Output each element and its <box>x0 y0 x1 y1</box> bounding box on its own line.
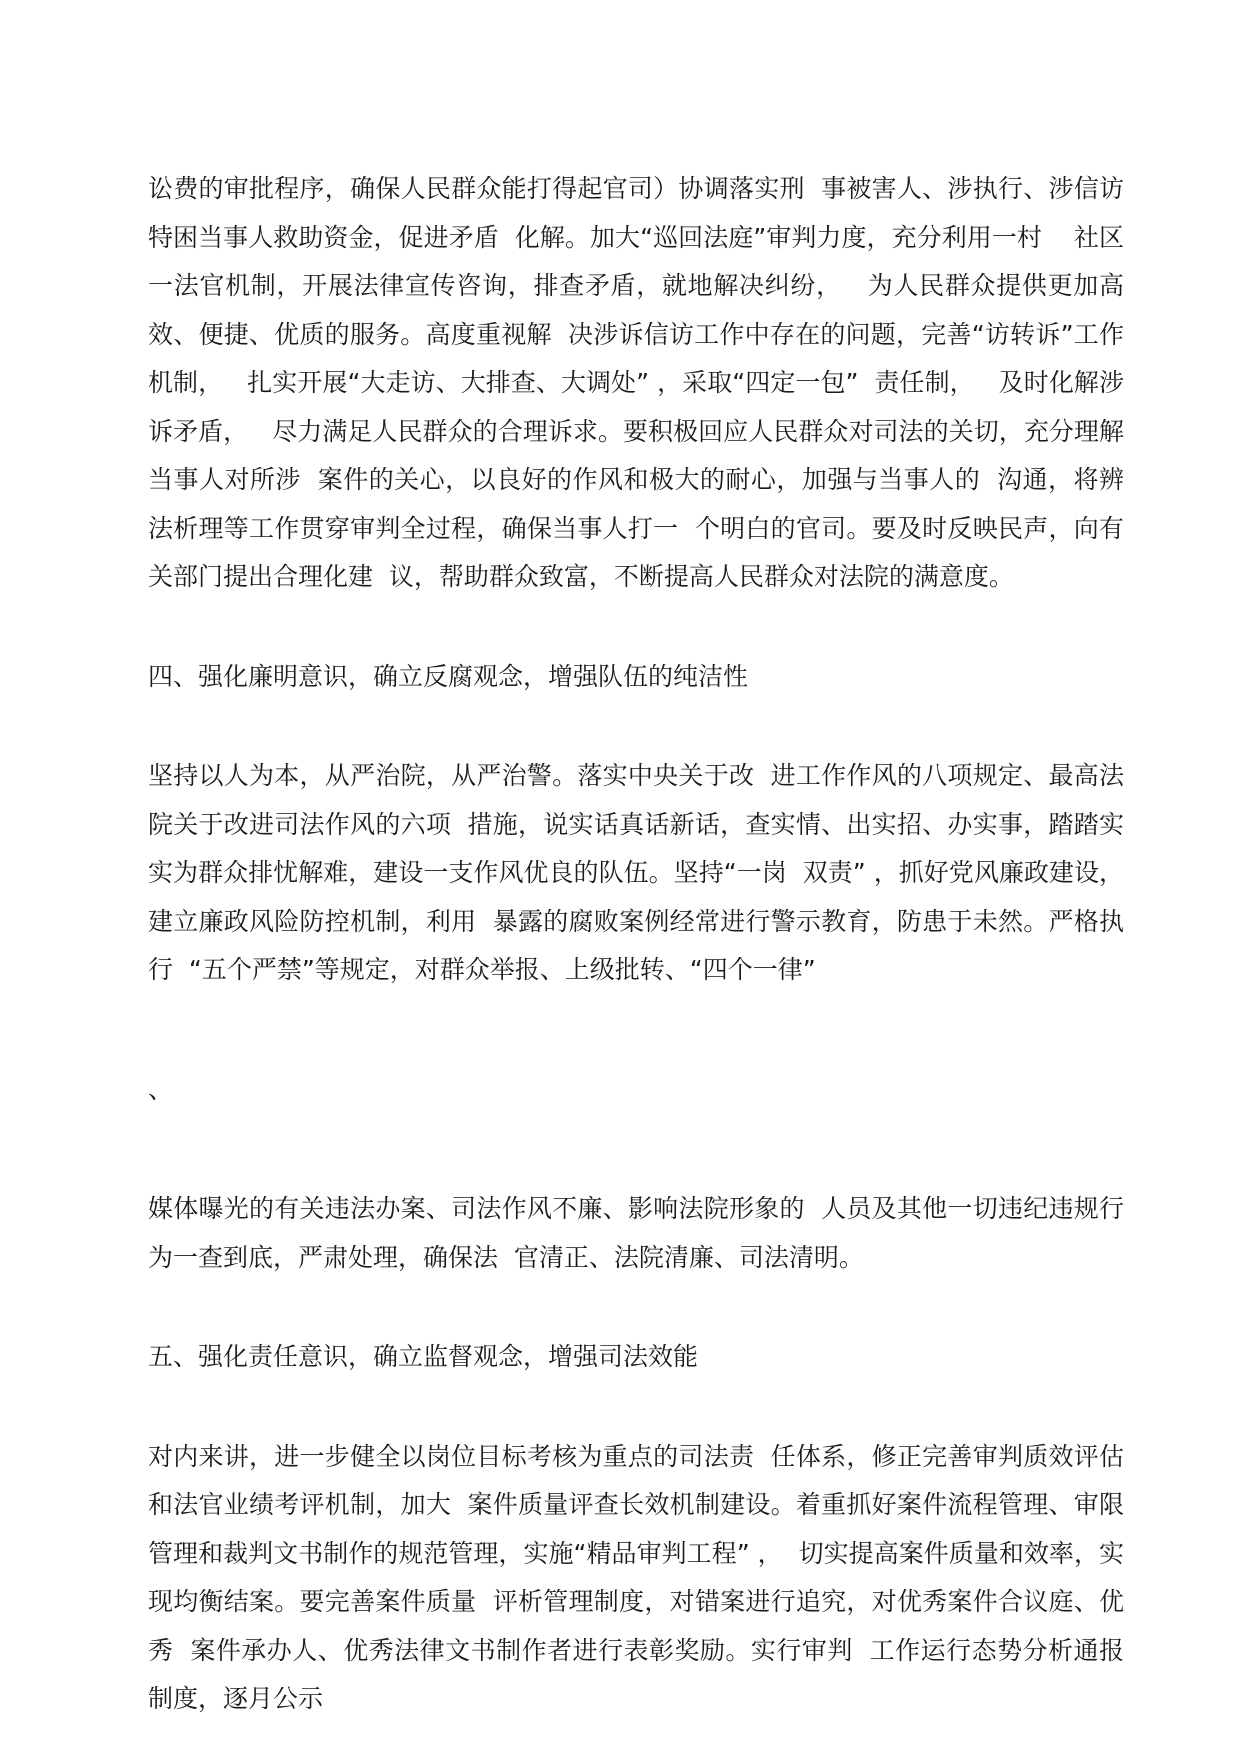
body-paragraph: 讼费的审批程序，确保人民群众能打得起官司）协调落实刑 事被害人、涉执行、涉信访特困当事人救助资金，促进矛盾 化解。加大“巡回法庭”审判力度，充分利用一村 社区 一法官机制，开展法律宣传咨询，排查矛盾，就地解决纠纷， 为人民群众提供更加高效、便捷、优质的服务。高度重视解 决涉诉信访工作中存在的问题，完善“访转诉”工作机制， 扎实开展“大走访、大排查、大调处” ，采取“四定一包” 责任制， 及时化解涉诉矛盾， 尽力满足人民群众的合理诉求。要积极回应人民群众对司法的关切，充分理解当事人对所涉 案件的关心，以良好的作风和极大的耐心，加强与当事人的 沟通，将辨法析理等工作贯穿审判全过程，确保当事人打一 个明白的官司。要及时反映民声，向有关部门提出合理化建 议，帮助群众致富，不断提高人民群众对法院的满意度。 <box>148 174 1156 591</box>
body-paragraph: 媒体曝光的有关违法办案、司法作风不廉、影响法院形象的 人员及其他一切违纪违规行为一查到底，严肃处理，确保法 官清正、法院清廉、司法清明。 <box>148 1194 1124 1272</box>
section-heading: 四、强化廉明意识，确立反腐观念，增强队伍的纯洁性 <box>148 661 749 691</box>
document-page <box>148 165 1156 1724</box>
punctuation-line: 、 <box>148 1074 174 1104</box>
body-paragraph: 对内来讲，进一步健全以岗位目标考核为重点的司法责 任体系，修正完善审判质效评估和法官业绩考评机制，加大 案件质量评查长效机制建设。着重抓好案件流程管理、审限 管理和裁判文书制作的规范管理，实施“精品审判工程” ， 切实提高案件质量和效率，实现均衡结案。要完善案件质量 评析管理制度，对错案进行追究，对优秀案件合议庭、优秀 案件承办人、优秀法律文书制作者进行表彰奖励。实行审判 工作运行态势分析通报制度，逐月公示 <box>148 1441 1140 1713</box>
body-paragraph: 坚持以人为本，从严治院，从严治警。落实中央关于改 进工作作风的八项规定、最高法院关于改进司法作风的六项 措施，说实话真话新话，查实情、出实招、办实事，踏踏实 实为群众排忧解难，建设一支作风优良的队伍。坚持“一岗 双责” ，抓好党风廉政建设，建立廉政风险防控机制，利用 暴露的腐败案例经常进行警示教育，防患于未然。严格执行 “五个严禁”等规定，对群众举报、上级批转、“四个一律” <box>148 761 1140 984</box>
section-heading: 五、强化责任意识，确立监督观念，增强司法效能 <box>148 1342 699 1371</box>
